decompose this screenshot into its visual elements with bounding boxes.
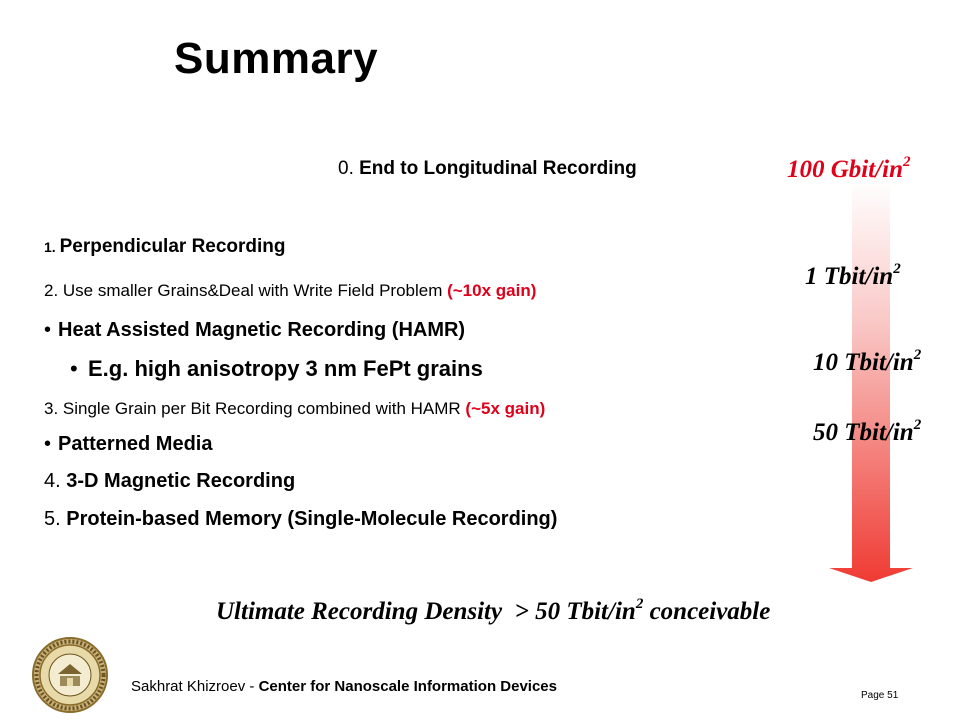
gain-label: (~10x gain): [447, 281, 537, 300]
item-number: 3.: [44, 399, 63, 418]
footer-credit: [131, 678, 557, 695]
down-arrow-icon: [827, 180, 915, 582]
ultimate-suffix: conceivable: [643, 598, 771, 625]
item-number: 0.: [338, 158, 360, 179]
item-2: [44, 281, 536, 301]
item-number: 1.: [44, 239, 60, 255]
bullet-patterned: [44, 433, 212, 456]
density-exponent: 2: [903, 154, 911, 170]
slide-title: Summary: [174, 34, 379, 83]
item-text: Use smaller Grains&Deal with Write Field Problem: [62, 281, 448, 300]
density-exponent: 2: [893, 261, 901, 277]
density-10tbit: [813, 349, 921, 377]
gain-label: (~5x gain): [465, 399, 546, 418]
item-number: 5.: [44, 508, 67, 530]
footer-author: Sakhrat Khizroev -: [131, 678, 259, 695]
bullet-icon: •: [70, 356, 78, 381]
bullet-text: Heat Assisted Magnetic Recording (HAMR): [58, 319, 466, 341]
item-1: [44, 236, 286, 258]
item-text: Protein-based Memory (Single-Molecule Recording): [66, 508, 558, 530]
bullet-text: E.g. high anisotropy 3 nm FePt grains: [88, 356, 483, 381]
density-value: 1 Tbit/in: [805, 263, 894, 290]
item-0: [338, 158, 637, 180]
density-value: 50 Tbit/in: [813, 419, 914, 446]
ultimate-exponent: 2: [635, 596, 644, 612]
item-number: 2.: [44, 281, 63, 300]
item-4: [44, 470, 295, 493]
item-number: 4.: [44, 470, 67, 492]
density-50tbit: [813, 419, 921, 447]
item-text: End to Longitudinal Recording: [359, 158, 637, 179]
university-seal-icon: [30, 636, 110, 714]
density-value: 100 Gbit/in: [787, 156, 903, 183]
density-1tbit: [805, 263, 901, 291]
footer-organization: Center for Nanoscale Information Devices: [258, 678, 557, 695]
density-100gbit: [787, 156, 911, 184]
item-text: 3-D Magnetic Recording: [66, 470, 296, 492]
page-number: Page 51: [861, 690, 899, 701]
density-exponent: 2: [913, 417, 922, 433]
bullet-icon: •: [44, 433, 52, 455]
item-3: [44, 399, 545, 419]
density-exponent: 2: [913, 347, 922, 363]
bullet-icon: •: [44, 319, 52, 341]
bullet-text: Patterned Media: [58, 433, 213, 455]
ultimate-text: Ultimate Recording Density > 50 Tbit/in: [216, 598, 636, 625]
item-text: Single Grain per Bit Recording combined with HAMR: [62, 399, 466, 418]
bullet-hamr: [44, 319, 465, 342]
item-text: Perpendicular Recording: [59, 236, 286, 257]
item-5: [44, 508, 557, 531]
sub-bullet-fept: [70, 356, 483, 382]
ultimate-density-statement: [216, 598, 770, 626]
density-value: 10 Tbit/in: [813, 349, 914, 376]
